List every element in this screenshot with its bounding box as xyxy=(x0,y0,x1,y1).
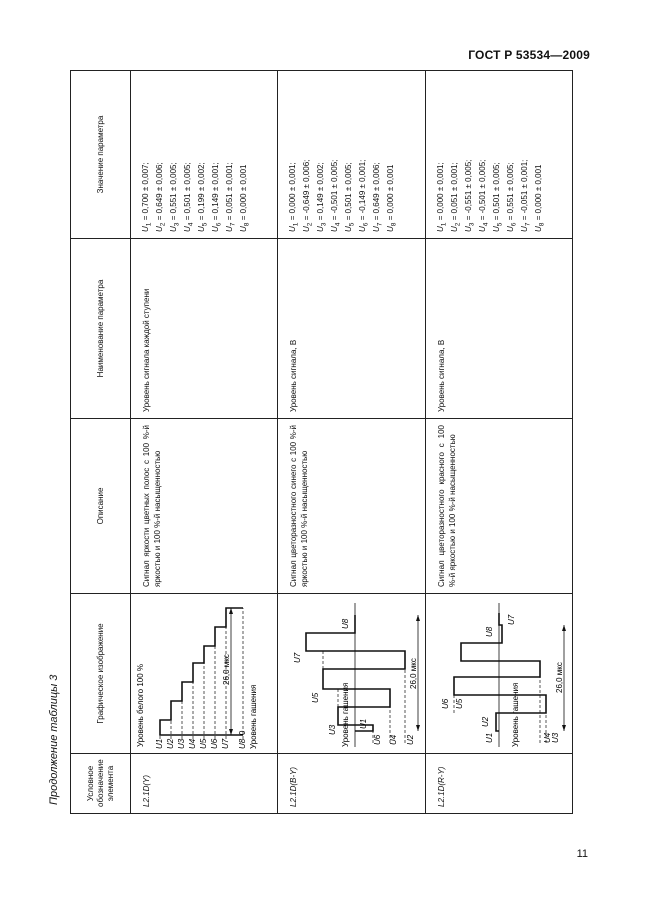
level-u3: U3 xyxy=(551,732,560,743)
value-line: $U_1 = 0,000 \pm 0,001$; xyxy=(288,162,300,232)
description: Сигнал цветоразностного красного с 100 %-й яркостью и 100 %-й насыщенностью xyxy=(426,419,573,594)
value-line: $U_4 = -0,501 \pm 0,005$; xyxy=(330,159,342,232)
level-u4: U4 xyxy=(543,732,552,743)
value-line: $U_7 = -0,051 \pm 0,001$; xyxy=(520,159,532,232)
value-line: $U_7 = 0,649 \pm 0,006$; xyxy=(372,162,384,232)
element-code: L2.1D(Y) xyxy=(131,754,278,814)
level-u3: U3 xyxy=(328,724,337,735)
header-param-name: Наименование параметра xyxy=(71,239,131,419)
parameter-name: Уровень сигнала, В xyxy=(278,239,426,419)
value-line: $U_6 = 0,551 \pm 0,005$; xyxy=(506,162,518,232)
level-lines xyxy=(454,677,546,743)
arrow-head-right xyxy=(416,615,420,621)
description: Сигнал цветоразностного синего с 100 %-й яркостью и 100 %-й насыщенностью xyxy=(278,419,426,594)
level-u2: U2 xyxy=(481,716,490,727)
parameter-values xyxy=(131,71,278,239)
level-u8: U8 xyxy=(238,738,247,749)
table-continuation-caption: Продолжение таблицы 3 xyxy=(48,674,60,805)
level-u5: U5 xyxy=(455,698,464,709)
blanking-level-label: Уровень гашения xyxy=(341,682,350,747)
blanking-level-label: Уровень гашения xyxy=(511,682,520,747)
parameter-values xyxy=(278,71,426,239)
level-u6: U6 xyxy=(441,698,450,709)
header-description: Описание xyxy=(71,419,131,594)
parameters-table xyxy=(70,70,573,814)
duration-label: 26,0 мкс xyxy=(555,662,564,693)
value-line: $U_8 = 0,000 \pm 0,001$ xyxy=(239,164,251,232)
standard-number: ГОСТ Р 53534—2009 xyxy=(468,48,590,62)
value-line: $U_4 = 0,501 \pm 0,005$; xyxy=(183,162,195,232)
description: Сигнал яркости цветных полос с 100 %-й яркостью и 100 %-й насыщенностью xyxy=(131,419,278,594)
red-difference-diagram xyxy=(426,593,572,753)
level-u6: U6 xyxy=(373,734,382,745)
level-u1: U1 xyxy=(359,718,368,729)
table-row xyxy=(131,71,278,814)
level-u8: U8 xyxy=(341,618,350,629)
level-labels xyxy=(155,738,247,749)
duration-label: 26,0 мкс xyxy=(222,654,231,685)
value-line: $U_7 = 0,051 \pm 0,001$; xyxy=(225,162,237,232)
parameter-name: Уровень сигнала, В xyxy=(426,239,573,419)
level-u5: U5 xyxy=(311,692,320,703)
value-line: $U_5 = 0,501 \pm 0,005$; xyxy=(492,162,504,232)
bars-waveform xyxy=(306,615,405,731)
level-labels xyxy=(441,614,560,743)
graphic-cell xyxy=(426,594,573,754)
level-u7: U7 xyxy=(293,652,302,663)
level-u2: U2 xyxy=(406,734,415,745)
level-u6: U6 xyxy=(210,738,219,749)
graphic-cell xyxy=(278,594,426,754)
value-line: $U_5 = 0,199 \pm 0,002$; xyxy=(197,162,209,232)
value-line: $U_4 = -0,501 \pm 0,005$; xyxy=(478,159,490,232)
duration-label: 26,0 мкс xyxy=(409,658,418,689)
zero-label: 0 xyxy=(238,730,247,735)
bars-waveform xyxy=(454,613,546,731)
value-line: $U_2 = -0,649 \pm 0,006$; xyxy=(302,159,314,232)
value-line: $U_2 = 0,051 \pm 0,001$; xyxy=(450,162,462,232)
element-code: L2.1D(B-Y) xyxy=(278,754,426,814)
luminance-staircase-diagram xyxy=(131,593,277,753)
value-line: $U_3 = 0,149 \pm 0,002$; xyxy=(316,162,328,232)
value-line: $U_6 = -0,149 \pm 0,001$; xyxy=(358,159,370,232)
level-u8: U8 xyxy=(485,626,494,637)
white-level-label: Уровень белого 100 % xyxy=(136,663,145,747)
level-u4: U4 xyxy=(389,734,398,745)
value-line: $U_6 = 0,149 \pm 0,001$; xyxy=(211,162,223,232)
arrow-head-right xyxy=(229,608,233,614)
arrow-head-left xyxy=(229,729,233,735)
level-u4: U4 xyxy=(188,738,197,749)
value-line: $U_5 = 0,501 \pm 0,005$; xyxy=(344,162,356,232)
blue-difference-diagram xyxy=(278,593,425,753)
level-u7: U7 xyxy=(507,614,516,625)
table-row xyxy=(426,71,573,814)
element-code: L2.1D(R-Y) xyxy=(426,754,573,814)
value-line: $U_1 = 0,000 \pm 0,001$; xyxy=(436,162,448,232)
level-u1: U1 xyxy=(485,732,494,743)
level-u7: U7 xyxy=(221,738,230,749)
graphic-cell xyxy=(131,594,278,754)
value-line: $U_1 = 0,700 \pm 0,007$; xyxy=(141,162,153,232)
level-labels xyxy=(293,618,415,745)
page-number: 11 xyxy=(576,848,588,860)
blanking-level-label: Уровень гашения xyxy=(249,684,258,749)
parameter-values xyxy=(426,71,573,239)
value-line: $U_3 = -0,551 \pm 0,005$; xyxy=(464,159,476,232)
value-line: $U_8 = 0,000 \pm 0,001$ xyxy=(386,164,398,232)
level-u5: U5 xyxy=(199,738,208,749)
value-line: $U_3 = 0,551 \pm 0,005$; xyxy=(169,162,181,232)
value-line: $U_2 = 0,649 \pm 0,006$; xyxy=(155,162,167,232)
parameter-name: Уровень сигнала каждой ступени xyxy=(131,239,278,419)
table-header-row xyxy=(71,71,131,814)
header-code: Условное обозначение элемента xyxy=(71,754,131,814)
rotated-table xyxy=(70,71,572,814)
value-line: $U_8 = 0,000 \pm 0,001$ xyxy=(534,164,546,232)
header-graphic: Графическое изображение xyxy=(71,594,131,754)
arrow-head-right xyxy=(562,625,566,631)
header-param-value: Значение параметра xyxy=(71,71,131,239)
arrow-head-left xyxy=(562,725,566,731)
level-u3: U3 xyxy=(177,738,186,749)
arrow-head-left xyxy=(416,725,420,731)
level-u2: U2 xyxy=(166,738,175,749)
table-row xyxy=(278,71,426,814)
level-u1: U1 xyxy=(155,738,164,749)
